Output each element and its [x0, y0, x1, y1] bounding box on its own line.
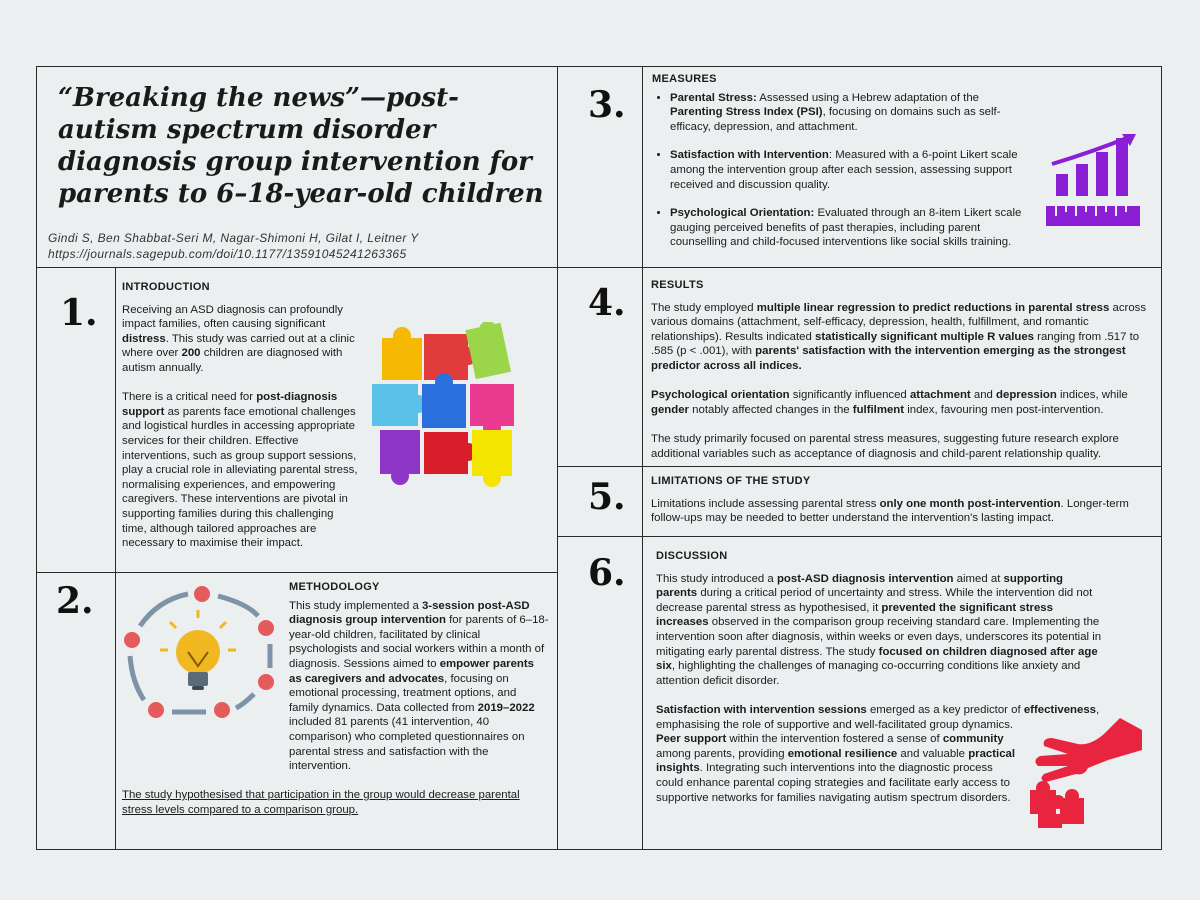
- section-6-number: 6.: [588, 552, 626, 594]
- limitations-paragraph: Limitations include assessing parental stress only one month post-intervention. Longer-term follow-ups may be needed to better understand the intervention's lasting impact.: [651, 497, 1129, 525]
- emphasis-text: post-diagnosis support: [122, 391, 338, 418]
- section-1-number: 1.: [60, 292, 98, 334]
- section-limitations: [651, 474, 1147, 526]
- section-3-number: 3.: [588, 84, 626, 126]
- emphasis-text: only one month post-intervention: [879, 497, 1061, 510]
- emphasis-text: multiple linear regression to predict reductions in parental stress: [756, 301, 1110, 314]
- emphasis-text: emotional resilience: [787, 747, 898, 760]
- measures-heading: MEASURES: [652, 73, 717, 85]
- methodology-paragraph: This study implemented a 3-session post-ASD diagnosis group intervention for parents of 6–18-year-old children, facilitated by clinical psychologists and social workers within a month of diagnosis. Sessions aimed to empower parents as caregivers and advocates, focusing on emotional processing, treatment options, and family dynamics. Data collected from 2019–2022 included 81 parents (41 intervention, 40 comparison) who completed questionnaires on parental stress and satisfaction with the intervention.: [289, 599, 549, 773]
- section-methodology: [289, 580, 549, 774]
- section-results: [651, 278, 1147, 461]
- emphasis-text: effectiveness: [1023, 703, 1096, 716]
- hand-puzzle-icon: [1024, 716, 1146, 830]
- discussion-paragraph-1: This study introduced a post-ASD diagnosis intervention aimed at supporting parents during a critical period of uncertainty and stress. While the intervention did not decrease parental stress as hypothesised, it prevented the significant stress increases observed in the comparison group receiving standard care. Implementing the intervention soon after diagnosis, within weeks or even days, underscores its potential in mitigating early parental distress. The study focused on children diagnosed after age six, highlighting the challenges of managing co-occurring conditions like anxiety and attention deficit disorder.: [656, 572, 1102, 687]
- right-row-divider-2: [557, 466, 1162, 467]
- results-paragraph-3: The study primarily focused on parental stress measures, suggesting future research explore additional variables such as acceptance of diagnosis and child-parent relationship quality.: [651, 432, 1119, 460]
- puzzle-icon: [368, 322, 520, 492]
- right-number-divider: [642, 66, 643, 850]
- section-5-number: 5.: [588, 476, 626, 518]
- row-divider-1: [36, 267, 1162, 268]
- measures-list: [652, 91, 1024, 250]
- emphasis-text: 200: [181, 347, 201, 360]
- measure-item-parental-stress: • Parental Stress: Assessed using a Hebrew adaptation of the Parenting Stress Index (PSI), focusing on domains such as self-efficacy, depression, and attachment.: [670, 91, 1024, 135]
- emphasis-text: supporting parents: [656, 572, 1064, 600]
- emphasis-text: 3-session post-ASD diagnosis group intervention: [289, 599, 530, 627]
- emphasis-text: fulfilment: [852, 403, 905, 416]
- left-number-divider: [115, 267, 116, 850]
- results-paragraph-1: The study employed multiple linear regression to predict reductions in parental stress across various domains (attachment, self-efficacy, depression, health, fulfillment, and romantic relationships). Results indicated statistically significant multiple R values ranging from .517 to .585 (p < .001), with parents' satisfaction with the intervention emerging as the strongest predictor across all indices.: [651, 301, 1147, 372]
- emphasis-text: Parental Stress:: [670, 91, 757, 104]
- doi-link[interactable]: https://journals.sagepub.com/doi/10.1177/13591045241263365: [48, 247, 407, 261]
- emphasis-text: focused on children diagnosed after age six: [656, 645, 1098, 673]
- results-heading: RESULTS: [651, 279, 704, 291]
- discussion-paragraph-2: Satisfaction with intervention sessions emerged as a key predictor of effectiveness, emphasising the role of supportive and well-facilitated group dynamics.: [656, 703, 1100, 731]
- limitations-heading: LIMITATIONS OF THE STUDY: [651, 475, 811, 487]
- section-measures: [652, 72, 1024, 264]
- authors: Gindi S, Ben Shabbat-Seri M, Nagar-Shimoni H, Gilat I, Leitner Y: [48, 231, 419, 245]
- author-block: [48, 230, 548, 262]
- emphasis-text: prevented the significant stress increases: [656, 601, 1053, 629]
- results-paragraph-2: Psychological orientation significantly influenced attachment and depression indices, while gender notably affected changes in the fulfilment index, favouring men post-intervention.: [651, 389, 1128, 416]
- emphasis-text: practical insights: [656, 747, 1016, 775]
- emphasis-text: gender: [651, 403, 689, 416]
- emphasis-text: community: [942, 733, 1004, 746]
- section-4-number: 4.: [588, 282, 626, 324]
- emphasis-text: empower parents as caregivers and advocates: [289, 657, 535, 685]
- right-row-divider-3: [557, 536, 1162, 537]
- center-divider: [557, 66, 558, 850]
- discussion-heading: DISCUSSION: [656, 550, 728, 562]
- introduction-paragraph-2: There is a critical need for post-diagnosis support as parents face emotional challenges and logistical hurdles in accessing appropriate services for their children. Effective interventions, such as group support sessions, play a crucial role in alleviating parental stress, normalising experiences, and empowering caregivers. These interventions are pivotal in supporting families during this challenging time, although tailored approaches are necessary to maximise their impact.: [122, 391, 358, 550]
- measure-item-satisfaction: • Satisfaction with Intervention: Measured with a 6-point Likert scale among the intervention group after each session, assessing support received and discussion quality.: [670, 148, 1024, 192]
- emphasis-text: Psychological orientation: [651, 389, 790, 402]
- emphasis-text: Psychological Orientation:: [670, 207, 815, 220]
- emphasis-text: Parenting Stress Index (PSI): [670, 106, 823, 119]
- introduction-paragraph-1: Receiving an ASD diagnosis can profoundly impact families, often causing significant distress. This study was carried out at a clinic where over 200 children are diagnosed with autism annually.: [122, 303, 355, 374]
- section-introduction: [122, 280, 358, 551]
- emphasis-text: Satisfaction with intervention sessions: [656, 703, 867, 716]
- section-2-number: 2.: [56, 580, 94, 622]
- emphasis-text: parents' satisfaction with the intervention emerging as the strongest predictor across all indices.: [651, 345, 1126, 372]
- emphasis-text: depression: [996, 389, 1057, 402]
- discussion-paragraph-3: Peer support within the intervention fostered a sense of community among parents, providing emotional resilience and valuable practical insights. Integrating such interventions into the diagnostic process could enhance parental coping strategies and facilitate early access to supportive networks for families navigating autism spectrum disorders.: [656, 733, 1016, 804]
- introduction-heading: INTRODUCTION: [122, 281, 210, 293]
- emphasis-text: post-ASD diagnosis intervention: [776, 572, 954, 585]
- methodology-hypothesis: The study hypothesised that participation in the group would decrease parental stress levels compared to a comparison group.: [122, 789, 520, 816]
- emphasis-text: statistically significant multiple R values: [814, 330, 1035, 343]
- emphasis-text: 2019–2022: [477, 701, 535, 714]
- emphasis-text: attachment: [909, 389, 971, 402]
- poster-title: “Breaking the news”—post-autism spectrum disorder diagnosis group intervention for parents to 6–18-year-old children: [58, 83, 544, 209]
- emphasis-text: distress: [122, 332, 166, 345]
- measure-item-psychological-orientation: • Psychological Orientation: Evaluated through an 8-item Likert scale gauging perceived benefits of past therapies, including parent counselling and child-focused interventions like social skills training.: [670, 206, 1024, 250]
- emphasis-text: Peer support: [656, 733, 727, 746]
- growth-chart-icon: [1040, 130, 1150, 230]
- emphasis-text: Satisfaction with Intervention: [670, 149, 829, 162]
- lightbulb-cycle-icon: [118, 582, 286, 722]
- methodology-heading: METHODOLOGY: [289, 581, 380, 593]
- left-row-divider-2: [36, 572, 558, 573]
